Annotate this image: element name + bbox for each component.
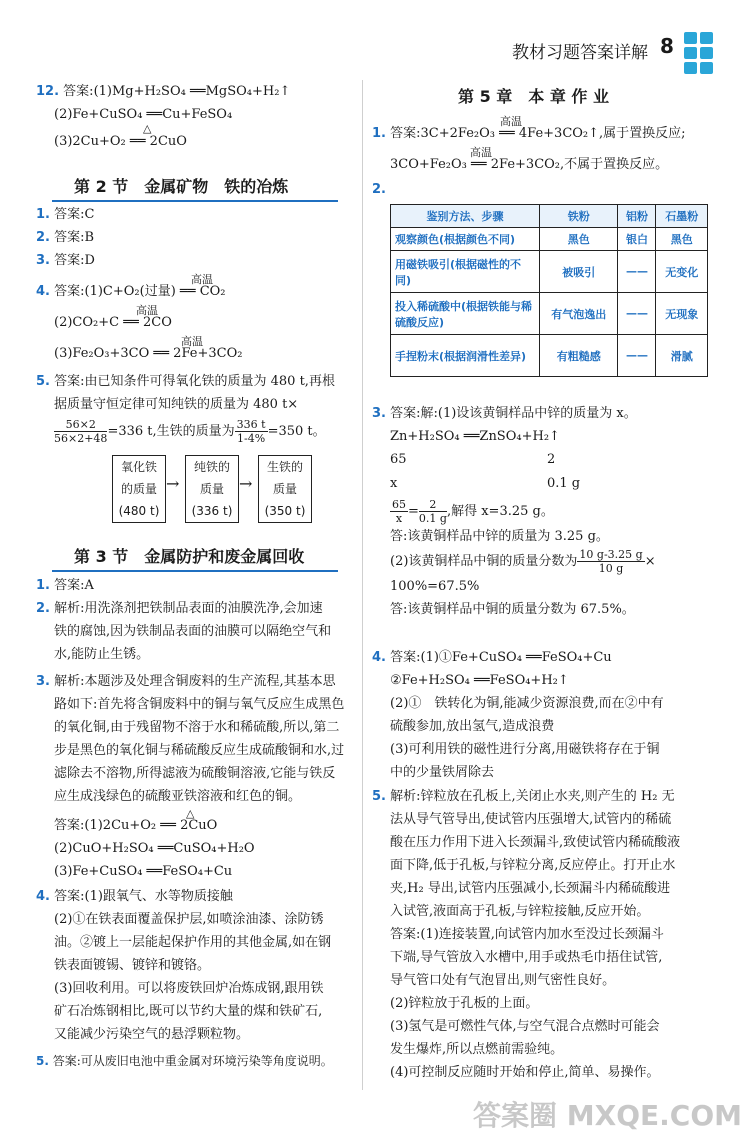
left-q4: 4. 答案:(1)C+O₂(过量) ══ CO₂ 高温 (2)CO₂+C ══ 2CO 高温 (3)Fe₂O₃+3CO ══ 2Fe+3CO₂ 高温 xyxy=(36,273,243,361)
right-q1: 1. 答案:3C+2Fe₂O₃ ══ 4Fe+3CO₂↑,属于置换反应; 高温 3CO+Fe₂O₃ ══ 2Fe+3CO₂,不属于置换反应。 高温 xyxy=(372,115,686,172)
table-row: 手捏粉末(根据润滑性差异) 有粗糙感 —— 滑腻 xyxy=(391,335,708,377)
table-header: 铁粉 xyxy=(540,205,618,228)
section-3-title: 第 3 节 金属防护和废金属回收 xyxy=(74,547,305,566)
left-q12: 12. 答案:(1)Mg+H₂SO₄ ══MgSO₄+H₂↑ (2)Fe+CuSO₄ ══Cu+FeSO₄ (3)2Cu+O₂ ══ 2CuO △ xyxy=(36,84,291,149)
identification-table xyxy=(390,204,708,377)
section-2-underline xyxy=(52,200,338,202)
table-header: 铝粉 xyxy=(618,205,656,228)
section-3-underline xyxy=(52,570,338,572)
flow-arrow-icon: → xyxy=(239,474,253,493)
table-row: 观察颜色(根据颜色不同) 黑色 银白 黑色 xyxy=(391,228,708,251)
flow-box-iron-oxide: 氧化铁 的质量 (480 t) xyxy=(112,455,166,523)
table-header: 石墨粉 xyxy=(656,205,708,228)
right-q4: 4. 答案:(1)①Fe+CuSO₄ ══FeSO₄+Cu ②Fe+H₂SO₄ ══FeSO₄+H₂↑ (2)① 铁转化为铜,能减少资源浪费,而在②中有 硫酸参加,放出氢气,造成浪费 (3)可利用铁的磁性进行分离,用磁铁将存在于铜 中的少量铁屑除去 xyxy=(372,650,664,780)
table-row: 用磁铁吸引(根据磁性的不同) 被吸引 —— 无变化 xyxy=(391,251,708,293)
left-sec3: 1. 答案:A 2. 解析:用洗涤剂把铁制品表面的油膜洗净,会加速 铁的腐蚀,因为铁制品表面的油膜可以隔绝空气和 水,能防止生锈。 3. 解析:本题涉及处理含铜废料的生产流程,其基本思 路如下:首先将含铜废料中的铜与氧气反应生成黑色 的氧化铜,由于残留物不溶于水和稀硫酸,所以,第二 步是黑色的氧化铜与稀硫酸反应生成硫酸铜和水,过 滤除去不溶物,所得滤液为硫酸铜溶液,它能与铁反 应生成浅绿色的硫酸亚铁溶液和红色的铜。 答案:(1)2Cu+O₂ ══ 2CuO △ (2)CuO+H₂SO₄ ══CuSO₄+H₂O (3)Fe+CuSO₄ ══FeSO₄+Cu 4. 答案:(1)跟氧气、水等物质接触 (2)①在铁表面覆盖保护层,如喷涂油漆、涂防锈 油。②镀上一层能起保护作用的其他金属,如在钢 铁表面镀锡、镀锌和镀铬。 (3)回收利用。可以将废铁回炉冶炼成钢,跟用铁 矿石冶炼钢相比,既可以节约大量的煤和铁矿石, 又能减少污染空气的悬浮颗粒物。 5. 答案:可从废旧电池中重金属对环境污染等角度说明。 xyxy=(36,578,345,1068)
table-header: 鉴别方法、步骤 xyxy=(391,205,540,228)
flow-box-pig-iron: 生铁的 质量 (350 t) xyxy=(258,455,312,523)
header-title: 教材习题答案详解 xyxy=(512,43,648,63)
table-row: 投入稀硫酸中(根据铁能与稀硫酸反应) 有气泡逸出 —— 无现象 xyxy=(391,293,708,335)
page-number: 8 xyxy=(660,34,674,58)
chapter-title: 第 5 章 本 章 作 业 xyxy=(458,87,609,106)
left-q5: 5. 答案:由已知条件可得氧化铁的质量为 480 t,再根 据质量守恒定律可知纯铁的质量为 480 t× $\frac{56\times 2}{56\times 2+48}$ =336 t,生铁的质量为 $\frac{336 t}{1-4\%}$ =350 t。 xyxy=(36,374,335,445)
watermark: 答案圈 MXQE.COM xyxy=(473,1099,742,1132)
right-q2-num: 2. xyxy=(372,182,386,197)
book-logo-icon xyxy=(674,32,720,76)
column-divider xyxy=(362,80,363,1090)
section-2-title: 第 2 节 金属矿物 铁的冶炼 xyxy=(74,177,289,196)
left-sec2-answers: 1. 答案:C 2. 答案:B 3. 答案:D xyxy=(36,207,95,268)
flow-box-pure-iron: 纯铁的 质量 (336 t) xyxy=(185,455,239,523)
flow-arrow-icon: → xyxy=(166,474,180,493)
right-q5: 5. 解析:锌粒放在孔板上,关闭止水夹,则产生的 H₂ 无 法从导气管导出,使试管内压强增大,试管内的稀硫 酸在压力作用下进入长颈漏斗,致使试管内稀硫酸液 面下降,低于孔板,与锌粒分离,反应停止。打开止水 夹,H₂ 导出,试管内压强减小,长颈漏斗内稀硫酸进 入试管,液面高于孔板,与锌粒接触,反应开始。 答案:(1)连接装置,向试管内加水至没过长颈漏斗 下端,导气管放入水槽中,用手或热毛巾捂住试管, 导气管口处有气泡冒出,则气密性良好。 (2)锌粒放于孔板的上面。 (3)氢气是可燃性气体,与空气混合点燃时可能会 发生爆炸,所以点燃前需验纯。 (4)可控制反应随时开始和停止,简单、易操作。 xyxy=(372,789,681,1080)
right-q3: 3. 答案:解:(1)设该黄铜样品中锌的质量为 x。 Zn+H₂SO₄ ══ZnSO₄+H₂↑ 65 2 x 0.1 g $\frac{65}{x}$ = $\frac{2}{0.1 g}$ ,解得 x=3.25 g。 答:该黄铜样品中锌的质量为 3.25 g。 (2)该黄铜样品中铜的质量分数为 $\frac{10 g-3.25 g}{10 g}$ × 100%=67.5% 答:该黄铜样品中铜的质量分数为 67.5%。 xyxy=(372,406,656,617)
